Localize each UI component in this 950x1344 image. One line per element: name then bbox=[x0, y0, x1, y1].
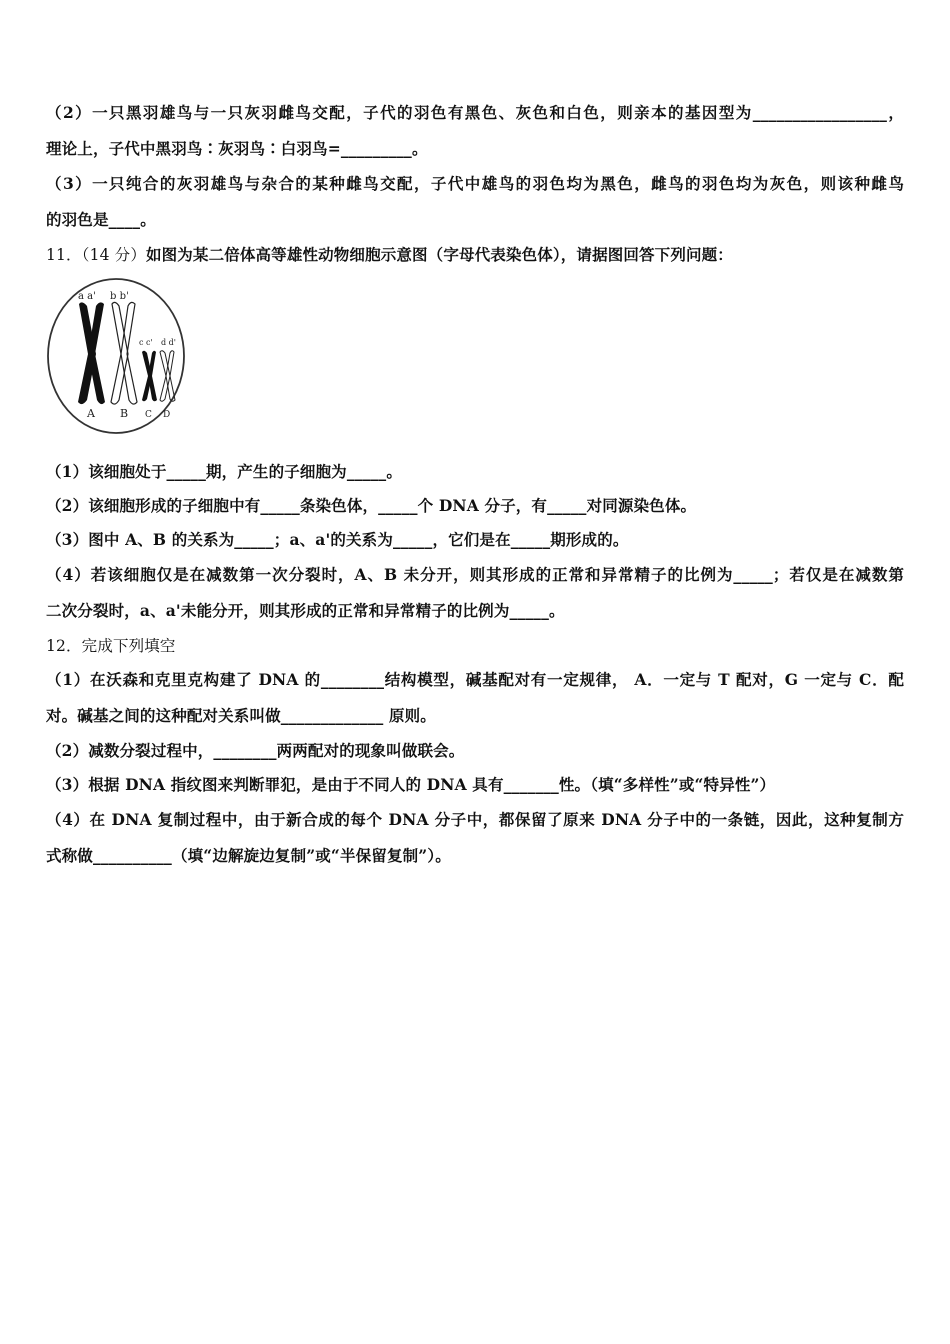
q11-part1: （1）该细胞处于_____期，产生的子细胞为_____。 bbox=[46, 462, 402, 481]
q11-stem-text: 如图为某二倍体高等雄性动物细胞示意图（字母代表染色体），请据图回答下列问题： bbox=[145, 245, 733, 264]
q12-title: 12．完成下列填空 bbox=[46, 637, 176, 655]
label-A: A bbox=[87, 407, 95, 420]
label-d-pair: d d' bbox=[161, 338, 176, 347]
q11-part3: （3）图中 A、B 的关系为_____；a、a'的关系为_____，它们是在_____期形成的。 bbox=[46, 530, 629, 549]
q12-part4-line1: （4）在 DNA 复制过程中，由于新合成的每个 DNA 分子中，都保留了原来 DNA 分子中的一条链，因此，这种复制方 bbox=[46, 810, 904, 829]
chromosome-B bbox=[111, 302, 137, 404]
q12-part3: （3）根据 DNA 指纹图来判断罪犯，是由于不同人的 DNA 具有_______性。（填“多样性”或“特异性”） bbox=[46, 775, 776, 794]
label-D: D bbox=[163, 410, 171, 420]
q11-number: 11．（14 分） bbox=[46, 246, 146, 264]
label-B: B bbox=[120, 407, 129, 420]
q11-part4-line1: （4）若该细胞仅是在减数第一次分裂时，A、B 未分开，则其形成的正常和异常精子的比例为_____；若仅是在减数第 bbox=[46, 565, 904, 584]
label-b-pair: b b' bbox=[110, 291, 129, 302]
q10-part2-line1: （2）一只黑羽雄鸟与一只灰羽雌鸟交配，子代的羽色有黑色、灰色和白色，则亲本的基因型为_________________， bbox=[46, 103, 904, 122]
q11-part2: （2）该细胞形成的子细胞中有_____条染色体，_____个 DNA 分子，有_____对同源染色体。 bbox=[46, 496, 697, 515]
q12-part2: （2）减数分裂过程中，________两两配对的现象叫做联会。 bbox=[46, 741, 465, 760]
q10-part3-line1: （3）一只纯合的灰羽雄鸟与杂合的某种雌鸟交配，子代中雄鸟的羽色均为黑色，雌鸟的羽色均为灰色，则该种雌鸟 bbox=[46, 174, 904, 193]
q12-part4-line2: 式称做__________（填“边解旋边复制”或“半保留复制”）。 bbox=[46, 846, 451, 865]
chromosome-A bbox=[78, 302, 105, 404]
label-C: C bbox=[145, 410, 152, 420]
label-a-pair: a a' bbox=[78, 291, 96, 302]
q11-part4-line2: 二次分裂时，a、a'未能分开，则其形成的正常和异常精子的比例为_____。 bbox=[46, 601, 565, 620]
q10-part3-line2: 的羽色是____。 bbox=[46, 210, 156, 229]
chromosome-C bbox=[142, 351, 157, 402]
q10-part2-line2: 理论上，子代中黑羽鸟∶灰羽鸟∶白羽鸟=_________。 bbox=[46, 139, 428, 158]
cell-diagram bbox=[44, 272, 186, 436]
q11-stem bbox=[46, 245, 733, 265]
label-c-pair: c c' bbox=[139, 338, 153, 347]
q12-part1-line2: 对。碱基之间的这种配对关系叫做_____________ 原则。 bbox=[46, 706, 436, 725]
chromosome-D bbox=[160, 351, 175, 402]
q12-part1-line1: （1）在沃森和克里克构建了 DNA 的________结构模型，碱基配对有一定规律， A．一定与 T 配对，G 一定与 C．配 bbox=[46, 670, 904, 689]
